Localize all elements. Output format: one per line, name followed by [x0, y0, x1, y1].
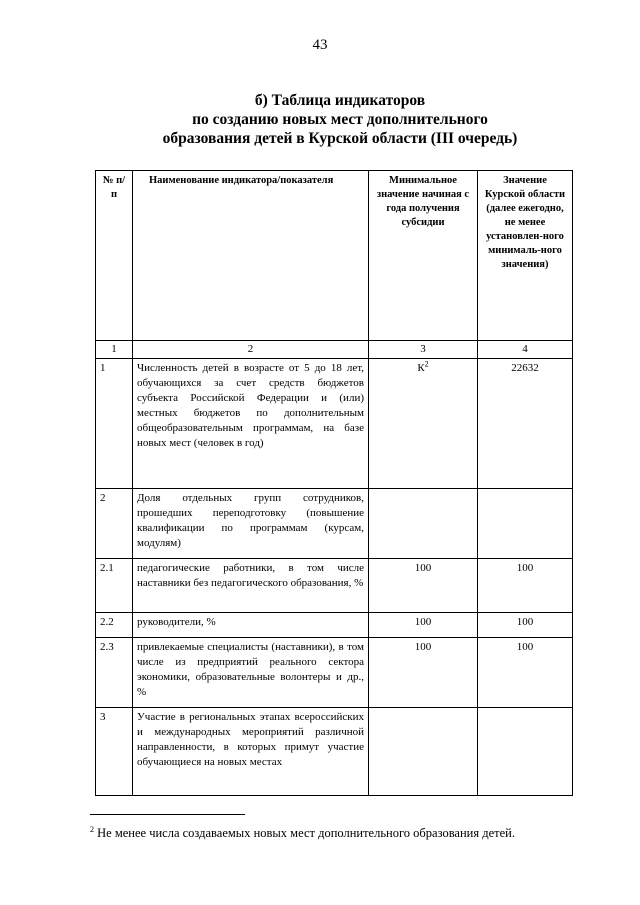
footnote-separator	[90, 814, 245, 815]
row-min: 100	[369, 559, 478, 613]
header-value: Значение Курской области (далее ежегодно, не менее установлен-ного минималь-ного значения)	[478, 171, 573, 341]
title-line-3: образования детей в Курской области (III очередь)	[162, 130, 518, 147]
column-number: 4	[478, 341, 573, 359]
footnote-marker: 2	[90, 824, 94, 834]
row-min: 100	[369, 613, 478, 638]
row-min	[369, 359, 478, 489]
row-value: 100	[478, 638, 573, 708]
row-min-value: К	[417, 362, 425, 374]
table-row	[96, 613, 573, 638]
row-value	[478, 708, 573, 796]
row-num: 2	[96, 489, 133, 559]
row-min: 100	[369, 638, 478, 708]
row-num: 2.1	[96, 559, 133, 613]
footnote-text: Не менее числа создаваемых новых мест дополнительного образования детей.	[97, 826, 515, 840]
row-num: 2.3	[96, 638, 133, 708]
table-row	[96, 708, 573, 796]
footnote-ref: 2	[424, 359, 429, 369]
column-number: 1	[96, 341, 133, 359]
table-title	[80, 91, 600, 148]
header-row	[96, 171, 573, 341]
row-name: Участие в региональных этапах всероссийских и международных мероприятий различной направленности, в которых примут участие обучающиеся на новых местах	[133, 708, 369, 796]
title-line-1: б) Таблица индикаторов	[254, 92, 426, 109]
row-name: привлекаемые специалисты (наставники), в том числе из предприятий реального сектора экономики, образовательные волонтеры и др., %	[133, 638, 369, 708]
table-row	[96, 638, 573, 708]
row-num: 3	[96, 708, 133, 796]
row-num: 2.2	[96, 613, 133, 638]
column-number: 3	[369, 341, 478, 359]
row-value: 22632	[478, 359, 573, 489]
column-numbers-row	[96, 341, 573, 359]
title-line-2: по созданию новых мест дополнительного	[192, 111, 488, 128]
row-value	[478, 489, 573, 559]
row-name: Численность детей в возрасте от 5 до 18 лет, обучающихся за счет средств бюджетов субъекта Российской Федерации и (или) местных бюджетов по дополнительным общеобразовательным программам, на базе новых мест (человек в год)	[133, 359, 369, 489]
footnote	[90, 826, 515, 841]
row-min	[369, 489, 478, 559]
header-num: № п/п	[96, 171, 133, 341]
header-name: Наименование индикатора/показателя	[133, 171, 369, 341]
table-row	[96, 559, 573, 613]
row-name: руководители, %	[133, 613, 369, 638]
table-row	[96, 359, 573, 489]
row-value: 100	[478, 559, 573, 613]
row-value: 100	[478, 613, 573, 638]
indicators-table	[95, 170, 573, 796]
row-min	[369, 708, 478, 796]
header-min: Минимальное значение начиная с года получения субсидии	[369, 171, 478, 341]
row-name: педагогические работники, в том числе наставники без педагогического образования, %	[133, 559, 369, 613]
column-number: 2	[133, 341, 369, 359]
row-num: 1	[96, 359, 133, 489]
row-name: Доля отдельных групп сотрудников, прошедших переподготовку (повышение квалификации по программам (курсам, модулям)	[133, 489, 369, 559]
page-number: 43	[312, 37, 328, 53]
table-row	[96, 489, 573, 559]
